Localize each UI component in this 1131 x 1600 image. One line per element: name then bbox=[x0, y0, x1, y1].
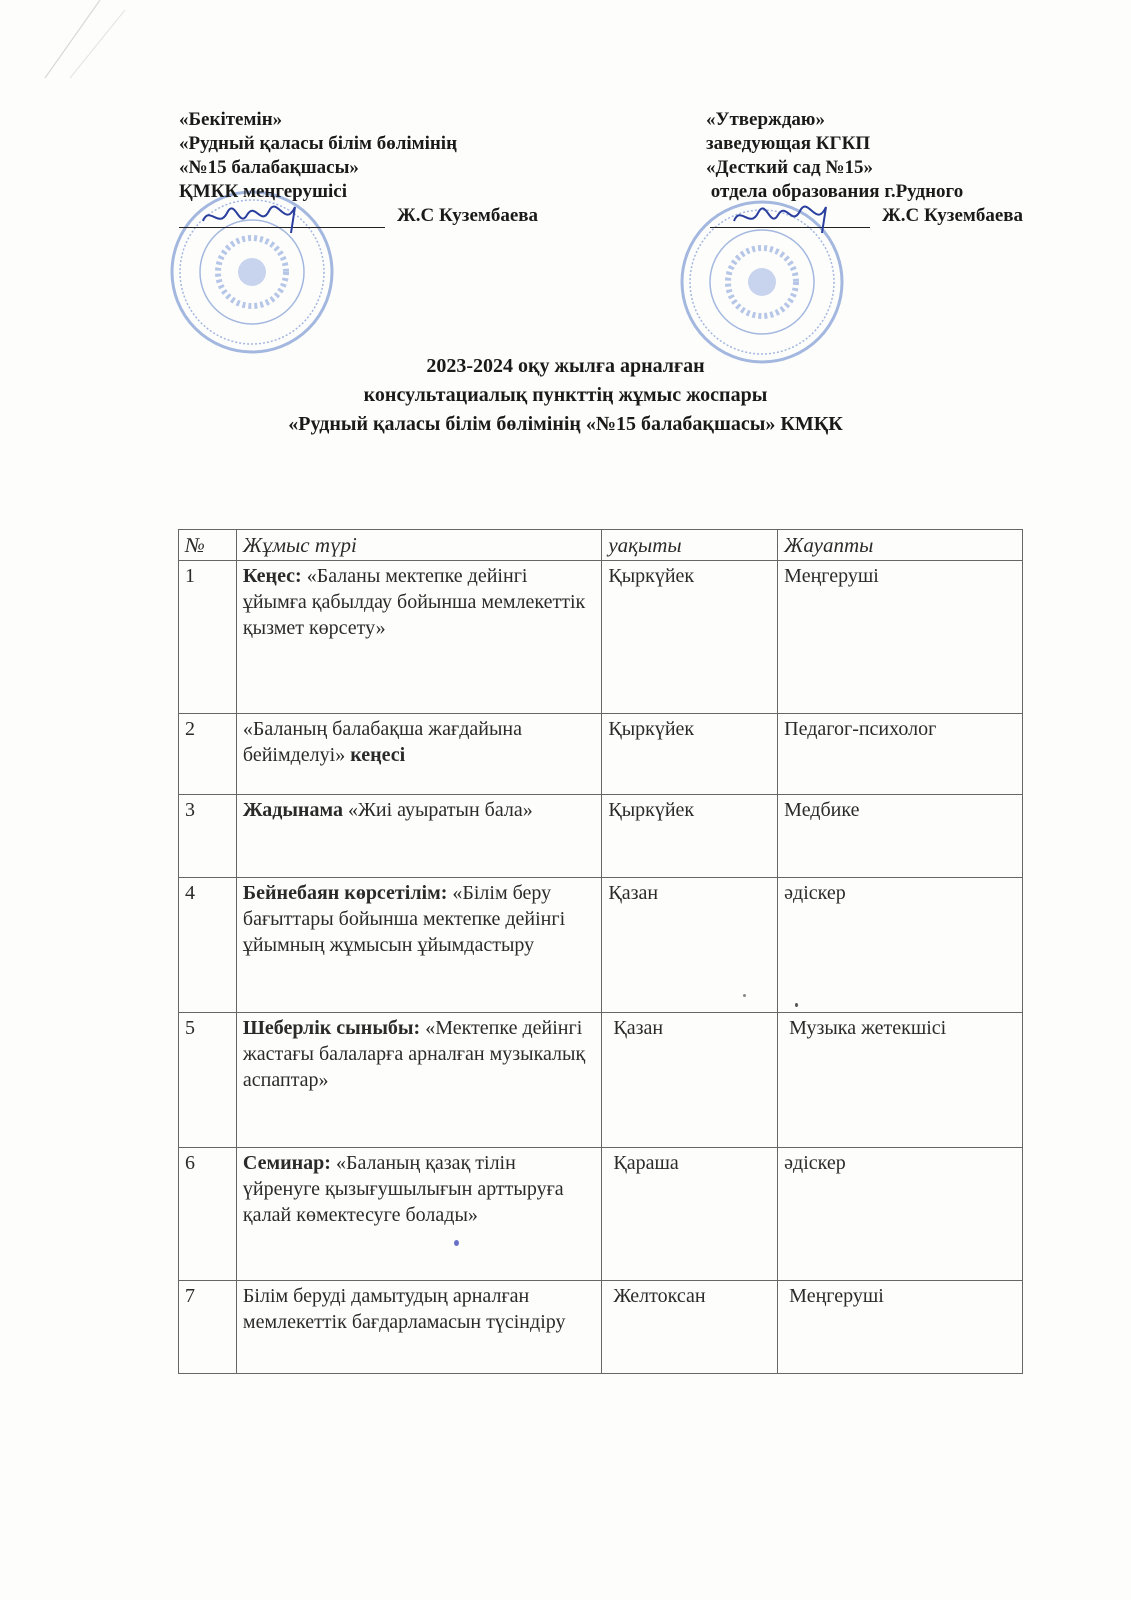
work-type-suffix: кеңесі bbox=[350, 744, 406, 766]
work-type-text: «Баланың балабақша жағдайына бейімделуі» bbox=[242, 718, 522, 766]
table-header-row bbox=[179, 530, 1023, 561]
row-number: 7 bbox=[179, 1281, 237, 1374]
header-time: уақыты bbox=[602, 530, 778, 561]
approval-line: «Десткий сад №15» bbox=[706, 157, 873, 178]
row-responsible: Музыка жетекшісі bbox=[778, 1013, 1023, 1148]
work-type-text: «Жиі ауыратын бала» bbox=[342, 799, 533, 821]
scan-corner-fold-mark bbox=[40, 0, 130, 80]
row-number: 4 bbox=[179, 878, 237, 1013]
row-work-type bbox=[236, 714, 601, 795]
row-time: Қазан bbox=[602, 878, 778, 1013]
work-type-text: «Білім беру бағыттары бойынша мектепке дейінгі ұйымның жұмысын ұйымдастыру bbox=[242, 882, 566, 956]
table-row bbox=[179, 1013, 1023, 1148]
approval-line: «Бекітемін» bbox=[179, 109, 283, 130]
row-work-type bbox=[236, 1148, 601, 1281]
approval-line: отдела образования г.Рудного bbox=[706, 181, 964, 202]
approval-block-kazakh bbox=[179, 108, 538, 228]
row-time: Қыркүйек bbox=[602, 714, 778, 795]
table-row bbox=[179, 1148, 1023, 1281]
signature-line bbox=[710, 205, 870, 228]
work-type-label: Бейнебаян көрсетілім: bbox=[242, 882, 448, 904]
title-line-1: 2023-2024 оқу жылға арналған bbox=[426, 355, 705, 377]
signature-row bbox=[706, 204, 1023, 228]
table-row bbox=[179, 714, 1023, 795]
header-work-type: Жұмыс түрі bbox=[236, 530, 601, 561]
table-row bbox=[179, 561, 1023, 714]
work-type-label: Кеңес: bbox=[242, 565, 302, 587]
row-time: Қазан bbox=[602, 1013, 778, 1148]
row-responsible: Меңгеруші bbox=[778, 561, 1023, 714]
work-type-text: «Мектепке дейінгі жастағы балаларға арналған музыкалық аспаптар» bbox=[242, 1017, 586, 1091]
approval-line: «№15 балабақшасы» bbox=[179, 157, 359, 178]
work-type-label: Семинар: bbox=[242, 1152, 331, 1174]
work-plan-table bbox=[178, 529, 1023, 1374]
row-time: Қыркүйек bbox=[602, 795, 778, 878]
row-responsible: әдіскер bbox=[778, 1148, 1023, 1281]
signatory-name: Ж.С Кузембаева bbox=[882, 205, 1024, 226]
signature-row bbox=[179, 204, 538, 228]
row-responsible: әдіскер bbox=[778, 878, 1023, 1013]
row-responsible: Меңгеруші bbox=[778, 1281, 1023, 1374]
row-responsible: Медбике bbox=[778, 795, 1023, 878]
approval-block-russian bbox=[706, 108, 1023, 228]
row-number: 6 bbox=[179, 1148, 237, 1281]
signatory-name: Ж.С Кузембаева bbox=[397, 205, 539, 226]
row-time: Қыркүйек bbox=[602, 561, 778, 714]
work-type-text: Білім беруді дамытудың арналған мемлекеттік бағдарламасын түсіндіру bbox=[242, 1285, 566, 1333]
title-line-2: консультациалық пункттің жұмыс жоспары bbox=[363, 384, 768, 406]
work-type-label: Жадынама bbox=[242, 799, 343, 821]
document-title bbox=[0, 352, 1131, 439]
row-work-type bbox=[236, 878, 601, 1013]
table-row bbox=[179, 795, 1023, 878]
scan-speck bbox=[454, 1240, 459, 1246]
work-type-text: «Баланың қазақ тілін үйренуге қызығушылығын арттыруға қалай көмектесуге болады» bbox=[242, 1152, 564, 1226]
approval-line: «Утверждаю» bbox=[706, 109, 825, 130]
scan-speck bbox=[743, 994, 746, 997]
handwritten-signature-icon bbox=[199, 199, 319, 235]
row-work-type bbox=[236, 1013, 601, 1148]
row-work-type bbox=[236, 795, 601, 878]
row-work-type bbox=[236, 1281, 601, 1374]
header-number: № bbox=[179, 530, 237, 561]
row-number: 1 bbox=[179, 561, 237, 714]
work-type-label: Шеберлік сыныбы: bbox=[242, 1017, 421, 1039]
approval-line: «Рудный қаласы білім бөлімінің bbox=[179, 133, 458, 154]
row-number: 5 bbox=[179, 1013, 237, 1148]
table-row bbox=[179, 1281, 1023, 1374]
table-row bbox=[179, 878, 1023, 1013]
row-time: Желтоксан bbox=[602, 1281, 778, 1374]
handwritten-signature-icon bbox=[730, 199, 850, 235]
row-number: 2 bbox=[179, 714, 237, 795]
approval-line: заведующая КГКП bbox=[706, 133, 871, 154]
header-responsible: Жауапты bbox=[778, 530, 1023, 561]
work-type-text: «Баланы мектепке дейінгі ұйымға қабылдау бойынша мемлекеттік қызмет көрсету» bbox=[242, 565, 586, 639]
scan-speck bbox=[795, 1003, 798, 1007]
row-number: 3 bbox=[179, 795, 237, 878]
row-work-type bbox=[236, 561, 601, 714]
row-responsible: Педагог-психолог bbox=[778, 714, 1023, 795]
title-line-3: «Рудный қаласы білім бөлімінің «№15 балабақшасы» КМҚК bbox=[288, 413, 843, 435]
approval-line: ҚМКК меңгерушісі bbox=[179, 181, 347, 202]
signature-line bbox=[179, 205, 385, 228]
row-time: Қараша bbox=[602, 1148, 778, 1281]
